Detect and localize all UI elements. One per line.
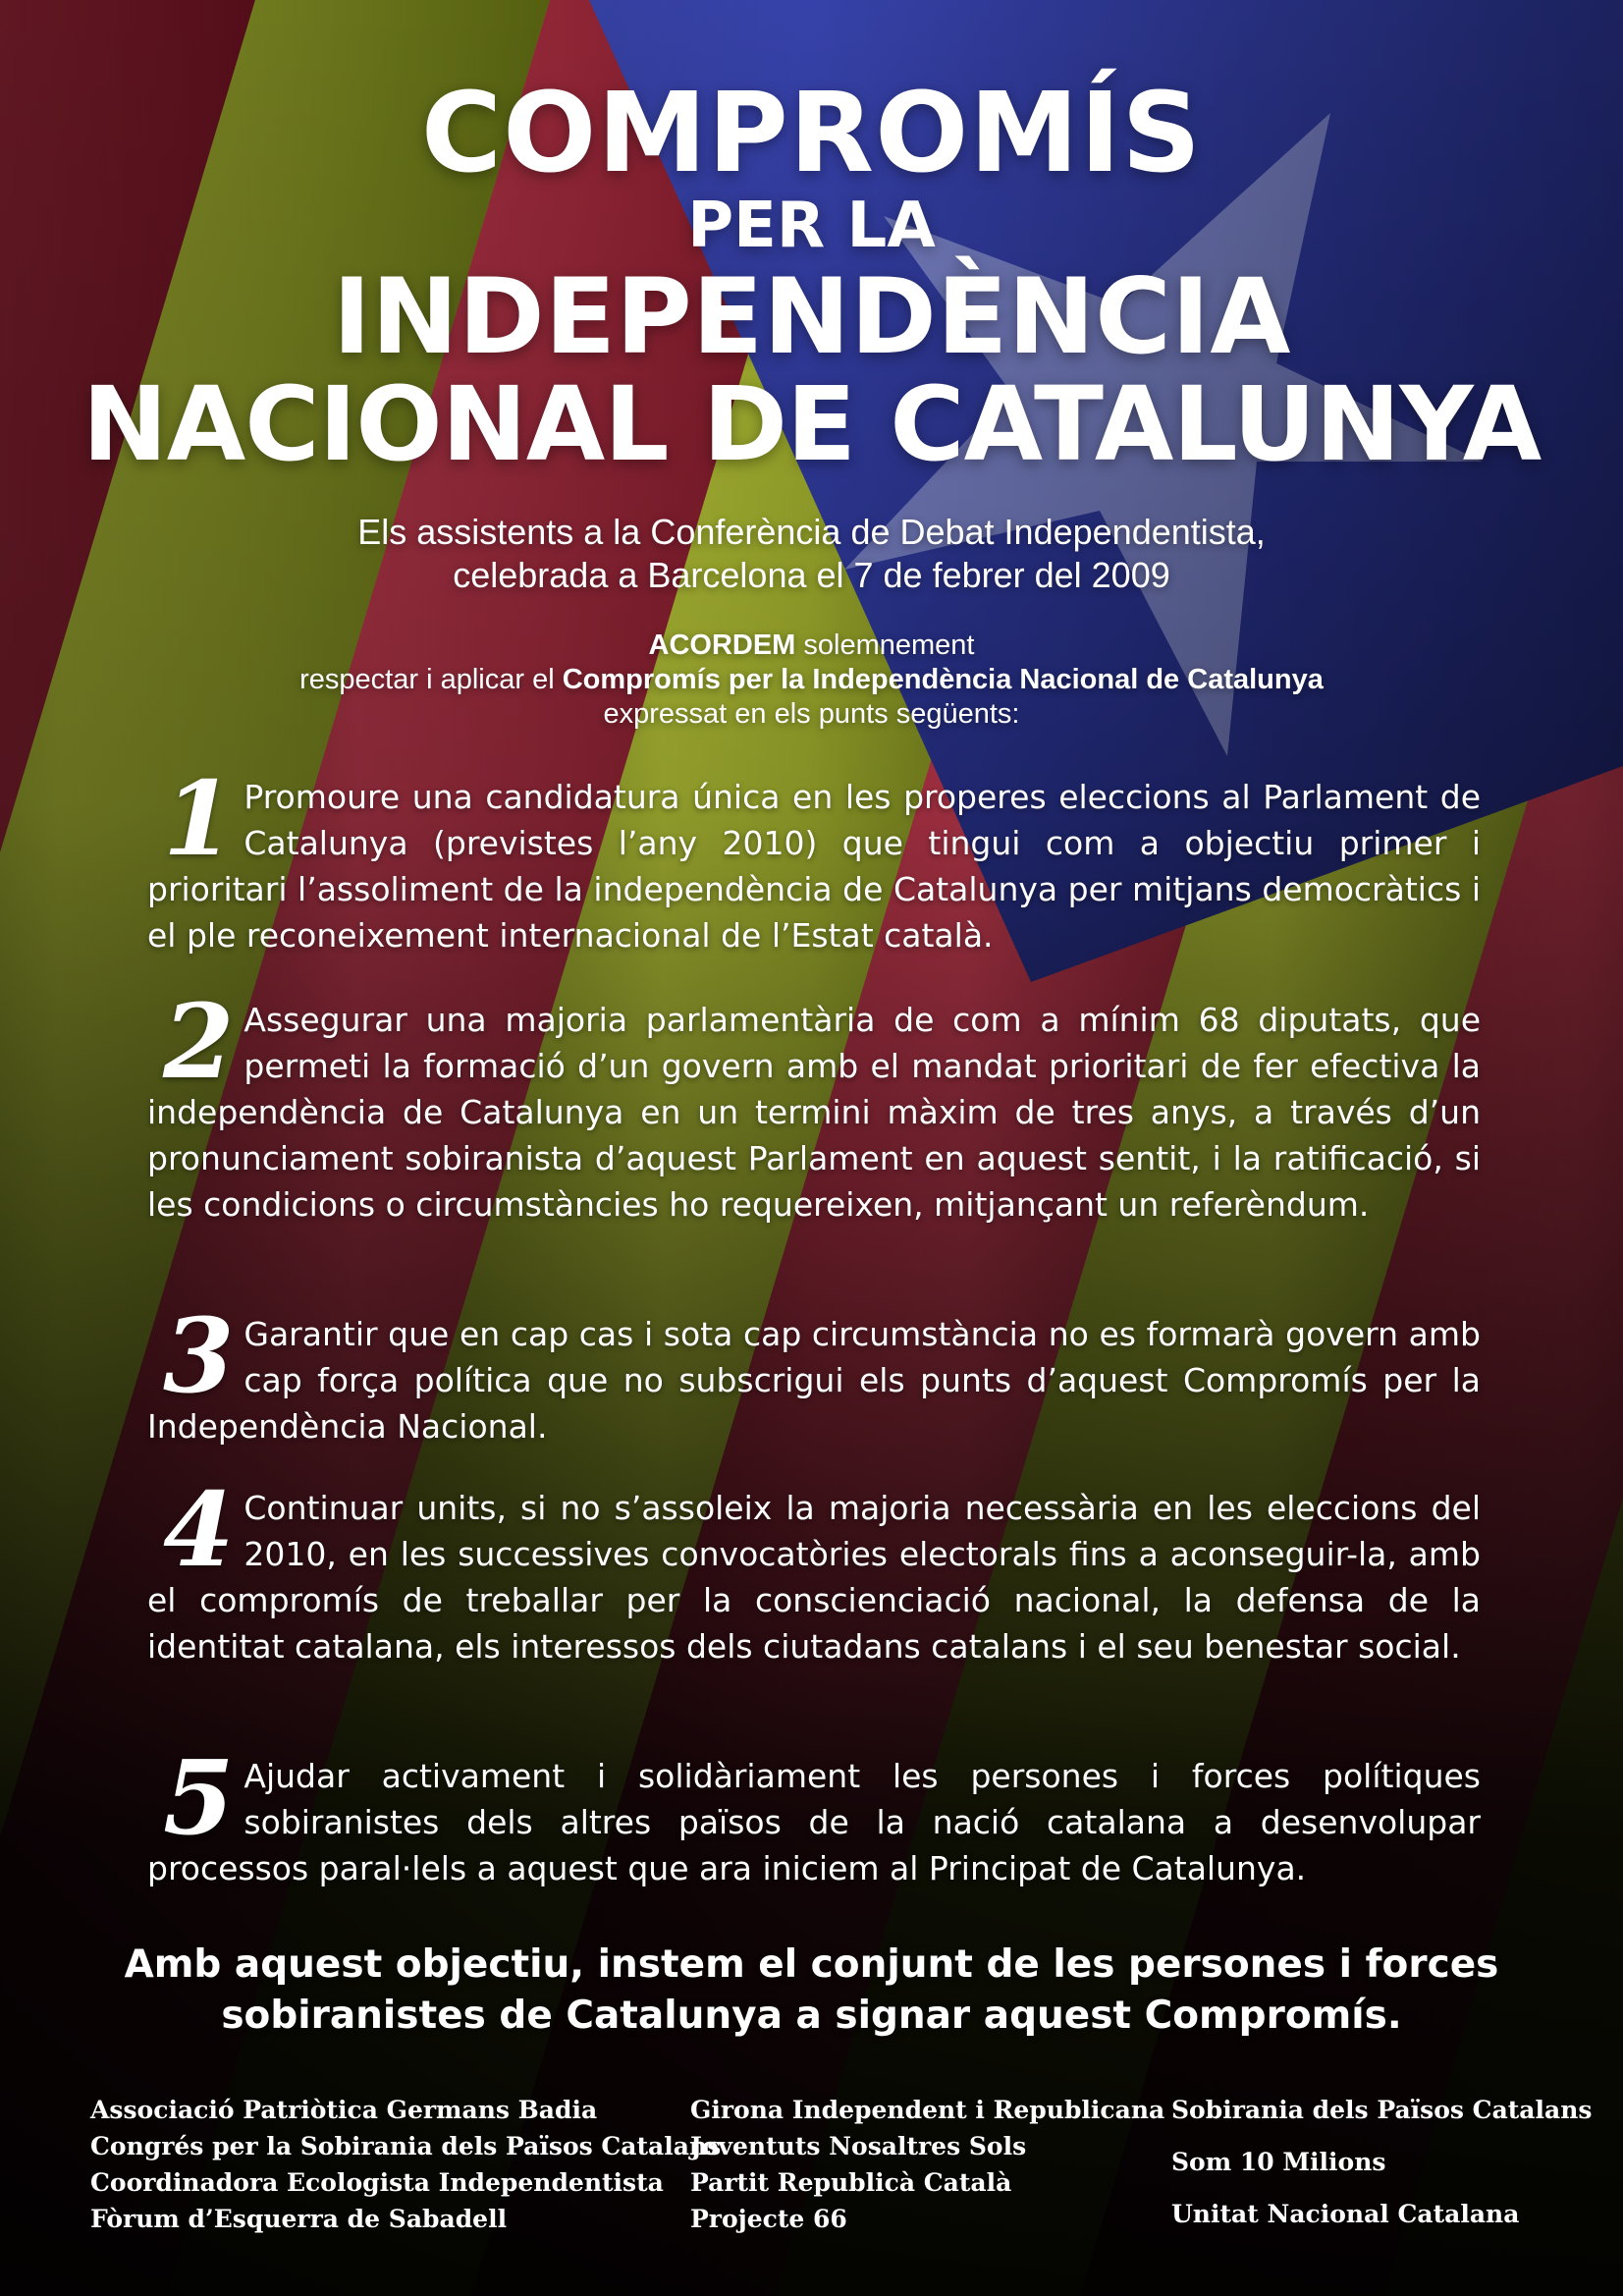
point-3 — [147, 1295, 1481, 1449]
title-line-1: COMPROMÍS — [420, 70, 1203, 197]
agreement-line-1 — [0, 629, 1623, 663]
point-text: Garantir que en cap cas i sota cap circumstància no es formarà govern amb cap força política que no subscrigui els punts d’aquest Compromís per la Independència Nacional. — [147, 1315, 1481, 1446]
organization-name: Som 10 Milions — [1171, 2148, 1386, 2176]
intro-line-2: celebrada a Barcelona el 7 de febrer del 2009 — [453, 555, 1170, 595]
agreement-line-2 — [0, 663, 1623, 697]
point-text: Continuar units, si no s’assoleix la majoria necessària en les eleccions del 2010, en les successives convocatòries electorals fins a aconseguir-la, amb el compromís de treballar per la conscienciació nacional, la defensa de la identitat catalana, els interessos dels ciutadans catalans i el seu benestar social. — [147, 1489, 1481, 1666]
organization-name: Partit Republicà Català — [690, 2168, 1012, 2197]
title-line-3: INDEPENDÈNCIA — [332, 256, 1291, 377]
agreement-line-2-prefix: respectar i aplicar el — [299, 664, 563, 695]
point-text: Ajudar activament i solidàriament les persones i forces polítiques sobiranistes dels altres països de la nació catalana a desenvolupar processos paral·lels a aquest que ara iniciem al Principat de Catalunya. — [147, 1757, 1481, 1887]
point-2 — [147, 981, 1481, 1228]
agreement-keyword: ACORDEM — [648, 629, 796, 661]
organizations-column-1 — [90, 2092, 721, 2237]
organization-name: Associació Patriòtica Germans Badia — [90, 2096, 598, 2124]
organization-name: Fòrum d’Esquerra de Sabadell — [90, 2205, 508, 2233]
agreement-line-3: expressat en els punts següents: — [603, 698, 1020, 730]
closing-statement — [98, 1940, 1525, 2042]
organizations-column-2 — [690, 2092, 1164, 2237]
point-number: 5 — [163, 1737, 235, 1858]
title-line-2: PER LA — [687, 190, 936, 262]
point-text: Assegurar una majoria parlamentària de com a mínim 68 diputats, que permeti la formació d’un govern amb el mandat prioritari de fer efectiva la independència de Catalunya en un termini màxim de tres anys, a través d’un pronunciament sobiranista d’aquest Parlament en aquest sentit, i la ratificació, si les condicions o circumstàncies ho requereixen, mitjançant un referèndum. — [147, 1001, 1481, 1224]
agreement-text — [0, 629, 1623, 732]
organization-name: Congrés per la Sobirania dels Països Catalans — [90, 2132, 722, 2160]
point-4 — [147, 1469, 1481, 1669]
intro-line-1: Els assistents a la Conferència de Debat Independentista, — [357, 512, 1266, 552]
organization-name: Coordinadora Ecologista Independentista — [90, 2168, 664, 2197]
agreement-compromis-name: Compromís per la Independència Nacional de Catalunya — [562, 664, 1324, 695]
organization-name: Girona Independent i Republicana — [690, 2096, 1165, 2124]
agreement-after-keyword: solemnement — [795, 629, 975, 661]
title-block — [0, 70, 1623, 484]
point-1 — [147, 758, 1481, 958]
point-5 — [147, 1737, 1481, 1891]
title-line-4: NACIONAL DE CATALUNYA — [81, 364, 1542, 484]
point-number: 3 — [163, 1295, 235, 1416]
point-number: 1 — [163, 758, 235, 879]
organization-name: Sobirania dels Països Catalans — [1171, 2096, 1593, 2124]
point-number: 2 — [163, 981, 235, 1102]
organizations-column-3 — [1171, 2092, 1592, 2248]
intro-text — [0, 511, 1623, 597]
point-text: Promoure una candidatura única en les properes eleccions al Parlament de Catalunya (previstes l’any 2010) que tingui com a objectiu primer i prioritari l’assoliment de la independència de Catalunya per mitjans democràtics i el ple reconeixement internacional de l’Estat català. — [147, 778, 1481, 955]
closing-line-1: Amb aquest objectiu, instem el conjunt de les persones i forces — [124, 1942, 1499, 1987]
organization-name: Unitat Nacional Catalana — [1171, 2200, 1520, 2228]
organization-name: Joventuts Nosaltres Sols — [690, 2132, 1027, 2160]
closing-line-2: sobiranistes de Catalunya a signar aquest Compromís. — [221, 1994, 1402, 2038]
point-number: 4 — [163, 1469, 235, 1590]
organization-name: Projecte 66 — [690, 2205, 847, 2233]
